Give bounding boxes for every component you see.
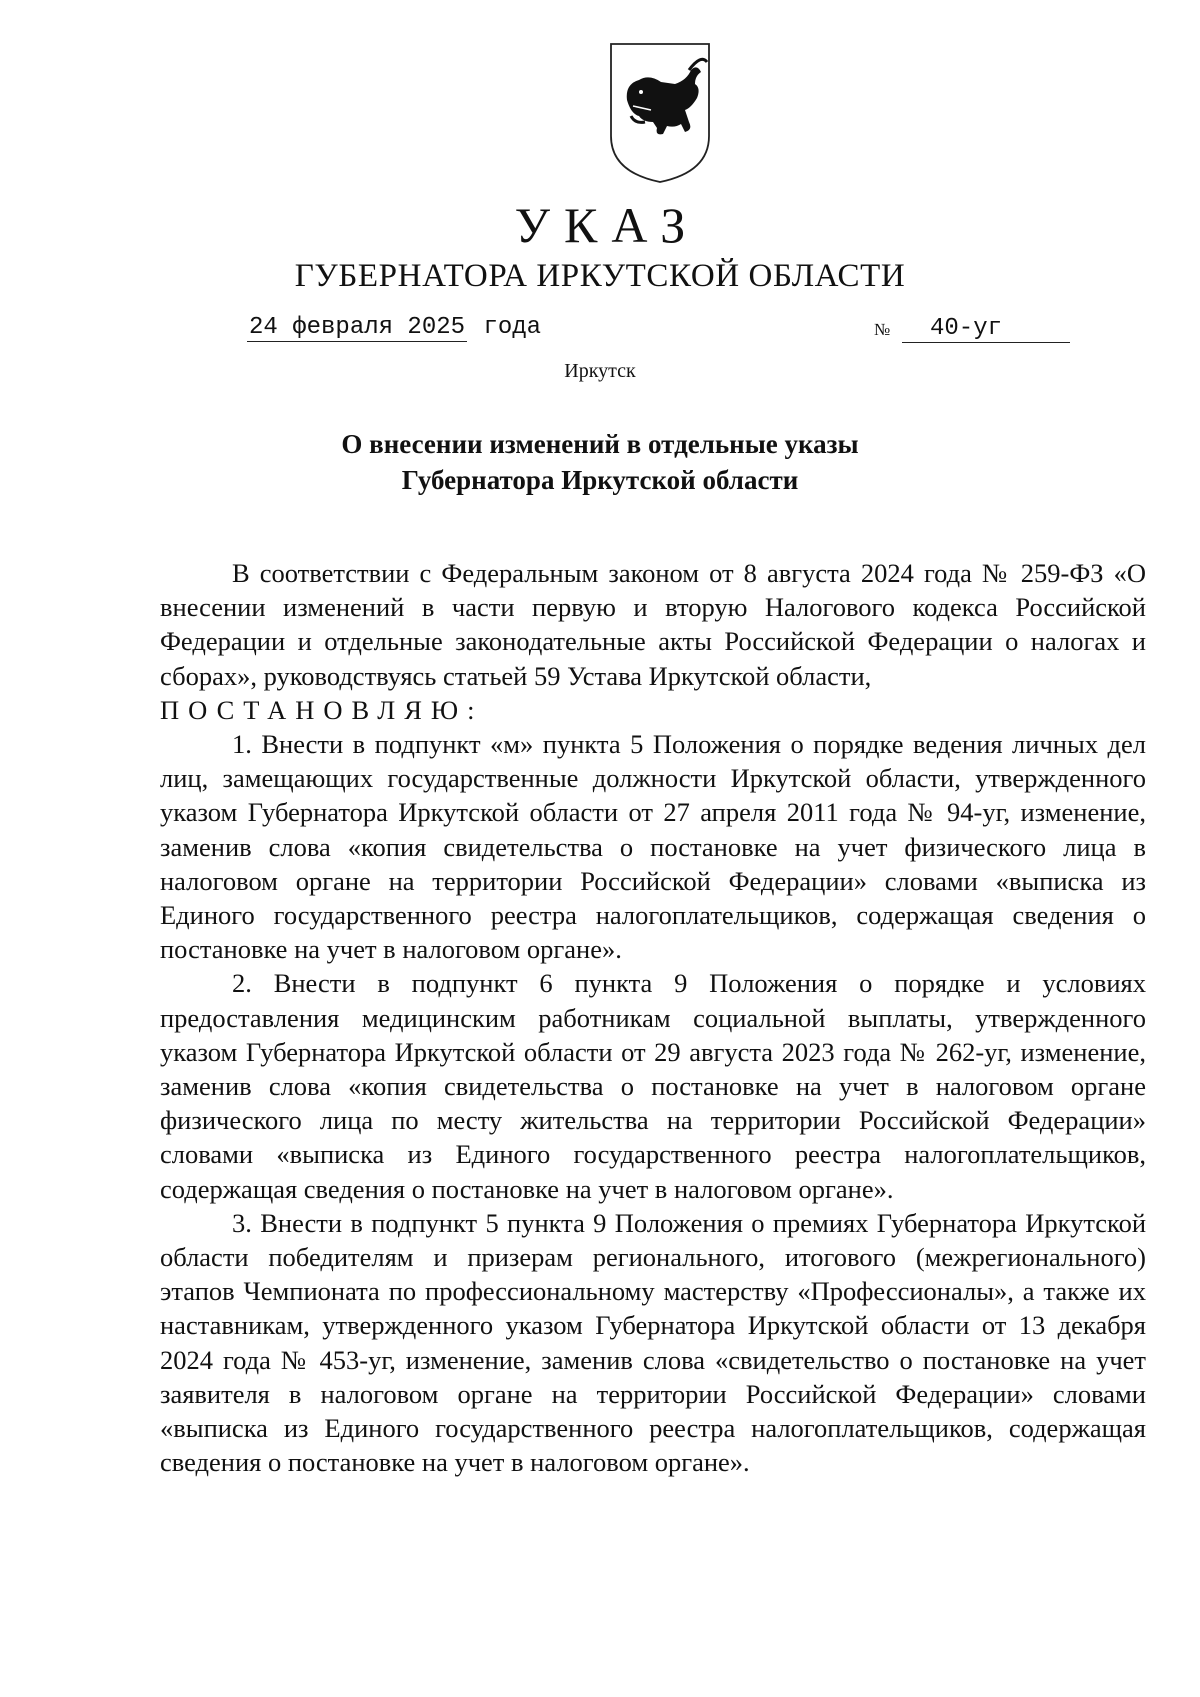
decree-item-1: 1. Внести в подпункт «м» пункта 5 Положения о порядке ведения личных дел лиц, замещающих государственные должности Иркутской области, утвержденного указом Губернатора Иркутской области от 27 апреля 2011 года № 94-уг, изменение, заменив слова «копия свидетельства о постановке на учет физического лица в налоговом органе на территории Российской Федерации» словами «выписка из Единого государственного реестра налогоплательщиков, содержащая сведения о постановке на учет в налоговом органе». bbox=[160, 729, 1146, 965]
number-value: 40-уг bbox=[902, 316, 1070, 343]
document-city: Иркутск bbox=[564, 360, 636, 382]
document-subject bbox=[0, 426, 1200, 498]
preamble: В соответствии с Федеральным законом от 8 августа 2024 года № 259-ФЗ «О внесении изменений в части первую и вторую Налогового кодекса Российской Федерации и отдельные законодательные акты Российской Федерации о налогах и сборах», руководствуясь статьей 59 Устава Иркутской области, bbox=[160, 558, 1146, 691]
coat-of-arms-icon bbox=[605, 40, 715, 185]
decree-item-3: 3. Внести в подпункт 5 пункта 9 Положения о премиях Губернатора Иркутской области победителям и призерам регионального, итогового (межрегионального) этапов Чемпионата по профессиональному мастерству «Профессионалы», а также их наставникам, утвержденного указом Губернатора Иркутской области от 13 декабря 2024 года № 453-уг, изменение, заменив слова «свидетельство о постановке на учет заявителя в налоговом органе на территории Российской Федерации» словами «выписка из Единого государственного реестра налогоплательщиков, содержащая сведения о постановке на учет в налоговом органе». bbox=[160, 1207, 1146, 1478]
document-issuer: ГУБЕРНАТОРА ИРКУТСКОЙ ОБЛАСТИ bbox=[294, 258, 906, 294]
document-body bbox=[160, 556, 1146, 1479]
document-date bbox=[247, 314, 541, 342]
subject-line-2: Губернатора Иркутской области bbox=[401, 465, 799, 495]
date-value: 24 февраля 2025 bbox=[249, 314, 466, 341]
decree-item-2: 2. Внести в подпункт 6 пункта 9 Положения о порядке и условиях предоставления медицинским работникам социальной выплаты, утвержденного указом Губернатора Иркутской области от 29 августа 2023 года № 262-уг, изменение, заменив слова «копия свидетельства о постановке на учет в налоговом органе физического лица по месту жительства на территории Российской Федерации» словами «выписка из Единого государственного реестра налогоплательщиков, содержащая сведения о постановке на учет в налоговом органе». bbox=[160, 968, 1146, 1204]
document-title: УКАЗ bbox=[514, 197, 700, 253]
subject-line-1: О внесении изменений в отдельные указы bbox=[341, 429, 859, 459]
date-suffix: года bbox=[483, 314, 542, 341]
number-sign: № bbox=[874, 320, 891, 339]
decree-word: ПОСТАНОВЛЯЮ: bbox=[160, 694, 484, 725]
